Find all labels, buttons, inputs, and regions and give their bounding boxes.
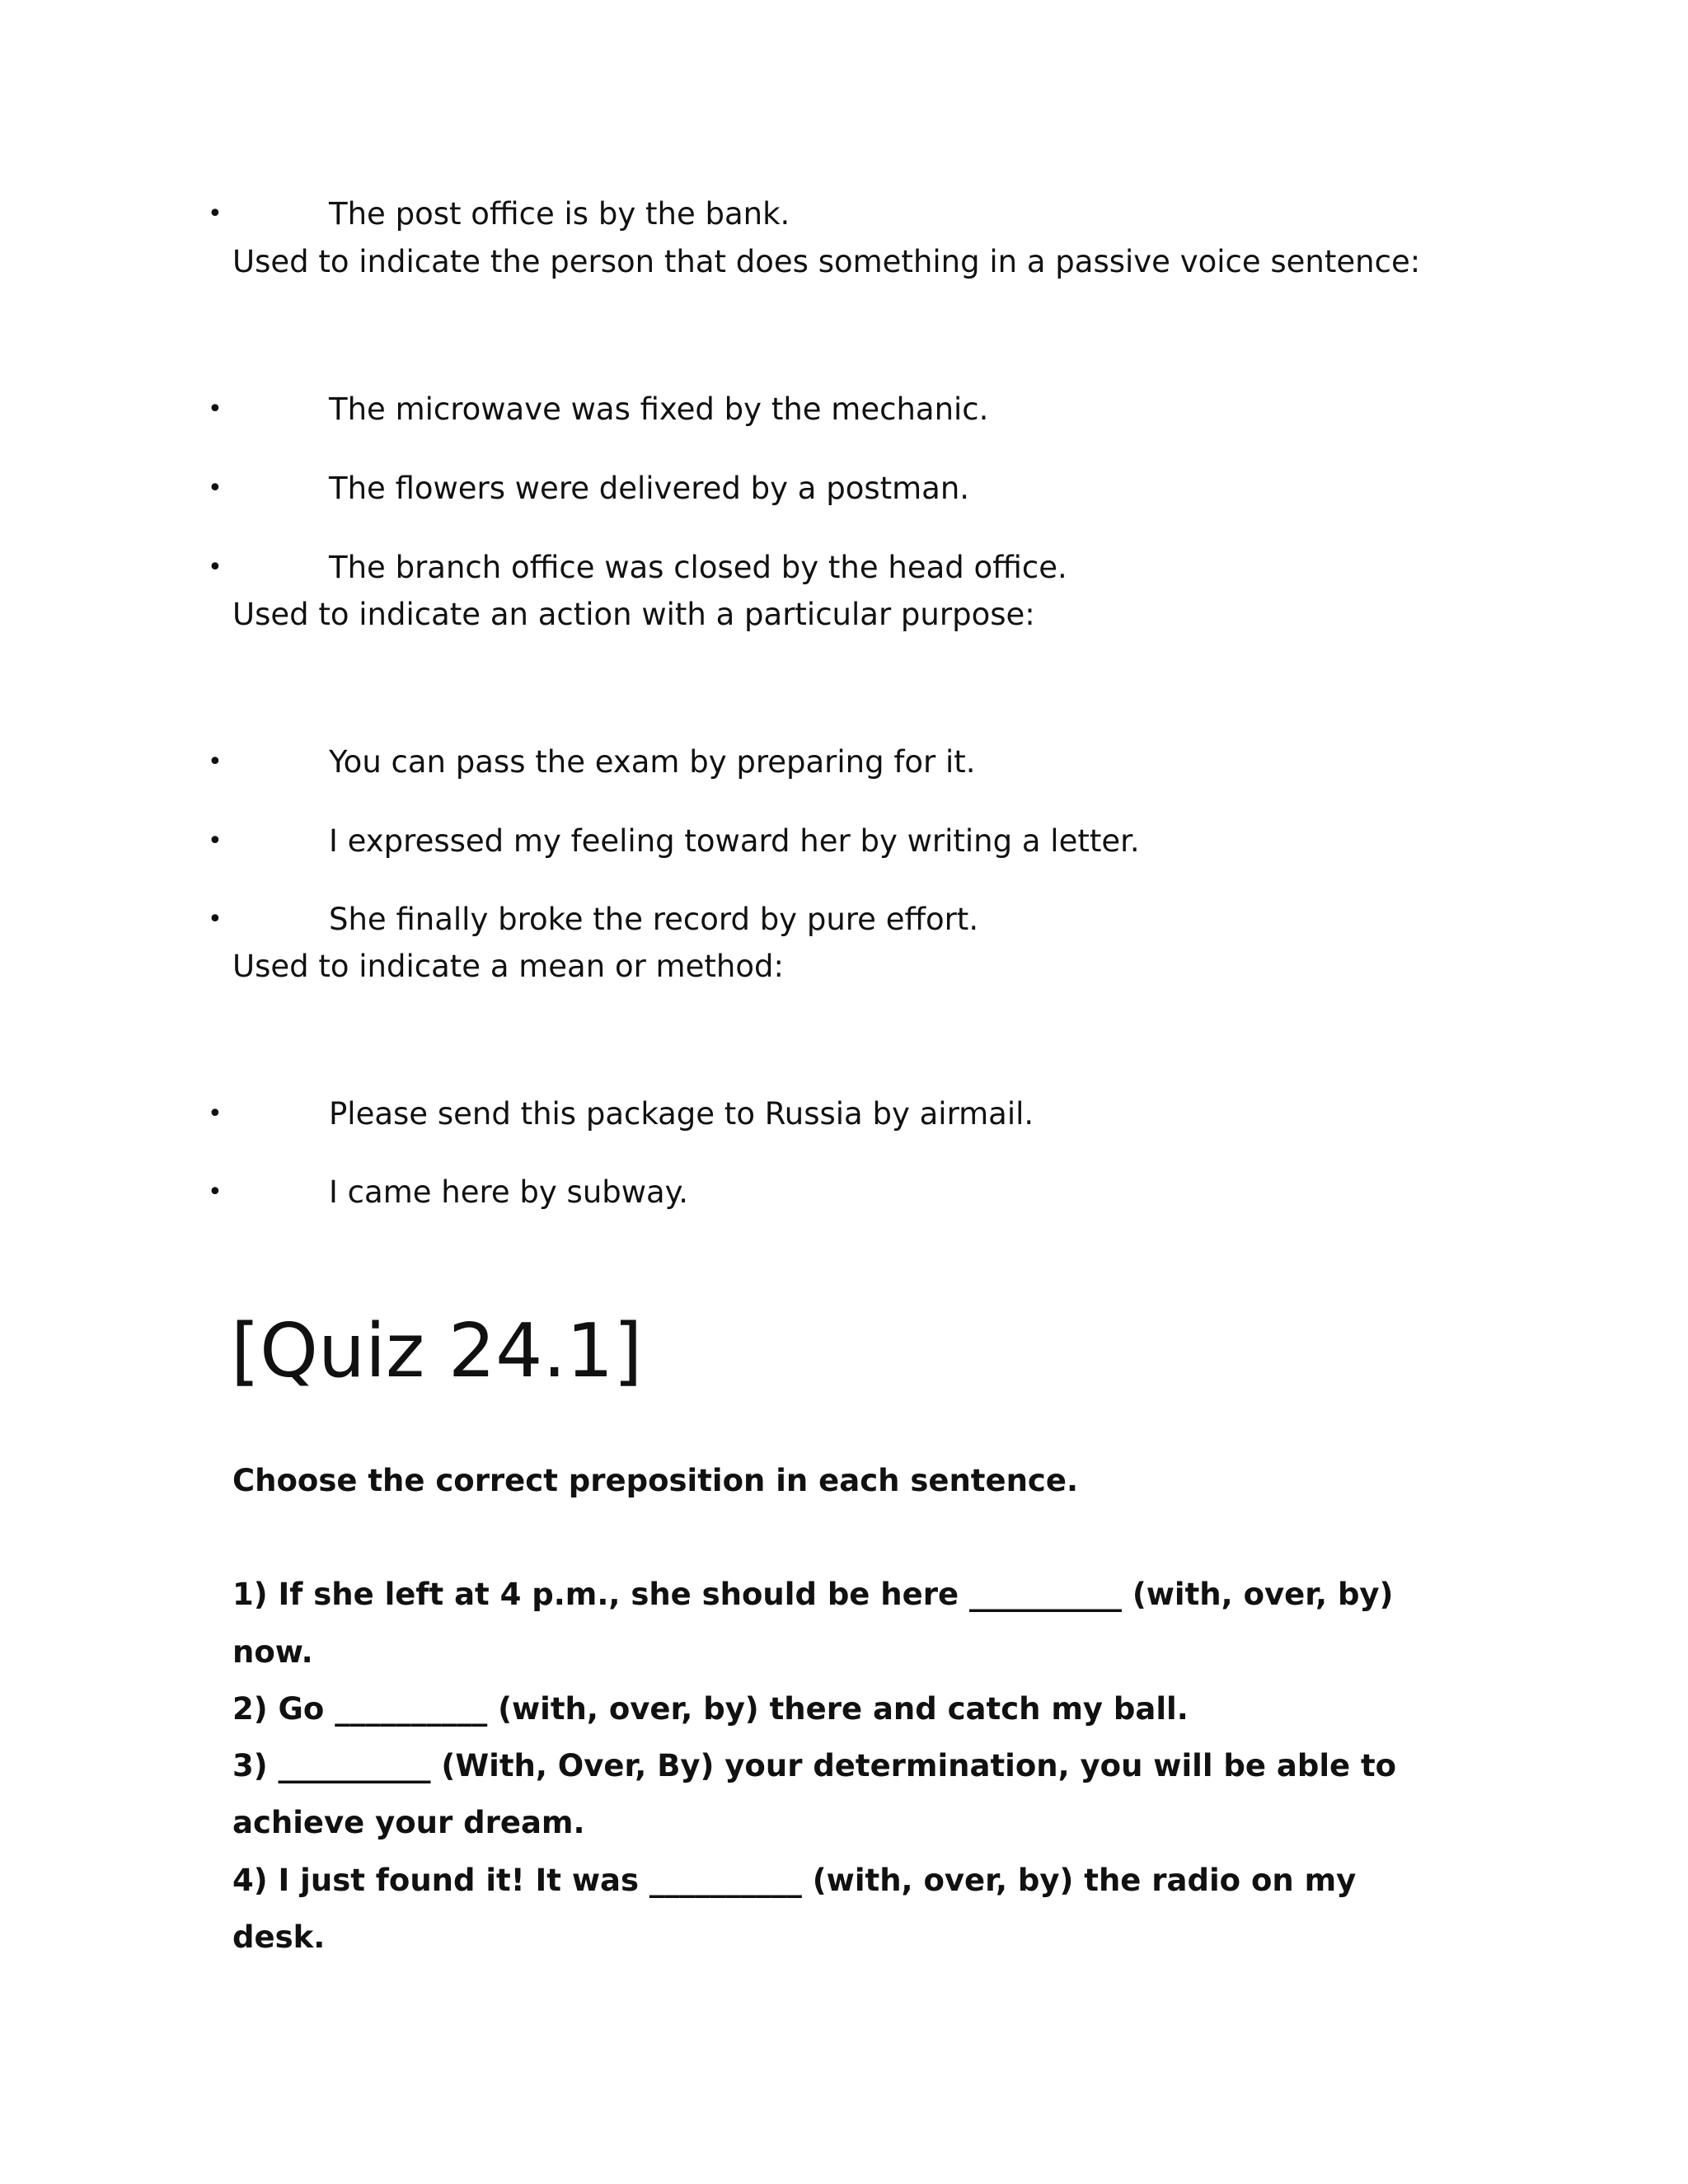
bullet-icon: • xyxy=(208,1099,223,1128)
quiz-question-line: achieve your dream. xyxy=(232,1805,585,1840)
quiz-title: [Quiz 24.1] xyxy=(231,1308,643,1394)
quiz-question-line: 2) Go __________ (with, over, by) there and catch my ball. xyxy=(232,1691,1189,1727)
bullet-icon: • xyxy=(208,748,223,776)
quiz-question-line: now. xyxy=(232,1634,313,1670)
bullet-icon: • xyxy=(208,905,223,934)
bullet-icon: • xyxy=(208,1178,223,1207)
section-heading: Used to indicate the person that does something in a passive voice sentence: xyxy=(232,244,1421,279)
list-item-text: The flowers were delivered by a postman. xyxy=(329,471,970,506)
list-item-text: Please send this package to Russia by airmail. xyxy=(329,1096,1034,1132)
quiz-instruction: Choose the correct preposition in each sentence. xyxy=(232,1463,1079,1498)
section-heading: Used to indicate a mean or method: xyxy=(232,949,784,984)
list-item-text: The branch office was closed by the head office. xyxy=(329,550,1067,585)
list-item-text: The post office is by the bank. xyxy=(329,196,790,232)
list-item-text: I came here by subway. xyxy=(329,1174,689,1210)
list-item-text: She finally broke the record by pure effort. xyxy=(329,902,979,937)
bullet-icon: • xyxy=(208,199,223,228)
bullet-icon: • xyxy=(208,474,223,503)
bullet-icon: • xyxy=(208,827,223,855)
list-item-text: You can pass the exam by preparing for it. xyxy=(329,744,976,780)
list-item-text: The microwave was fixed by the mechanic. xyxy=(329,391,989,427)
bullet-icon: • xyxy=(208,553,223,582)
quiz-question-line: 3) __________ (With, Over, By) your determination, you will be able to xyxy=(232,1748,1397,1783)
quiz-question-line: 1) If she left at 4 p.m., she should be here __________ (with, over, by) xyxy=(232,1577,1394,1612)
quiz-question-line: 4) I just found it! It was __________ (with, over, by) the radio on my xyxy=(232,1863,1357,1898)
bullet-icon: • xyxy=(208,395,223,424)
list-item-text: I expressed my feeling toward her by writing a letter. xyxy=(329,823,1140,859)
quiz-question-line: desk. xyxy=(232,1919,326,1955)
section-heading: Used to indicate an action with a particular purpose: xyxy=(232,597,1035,632)
